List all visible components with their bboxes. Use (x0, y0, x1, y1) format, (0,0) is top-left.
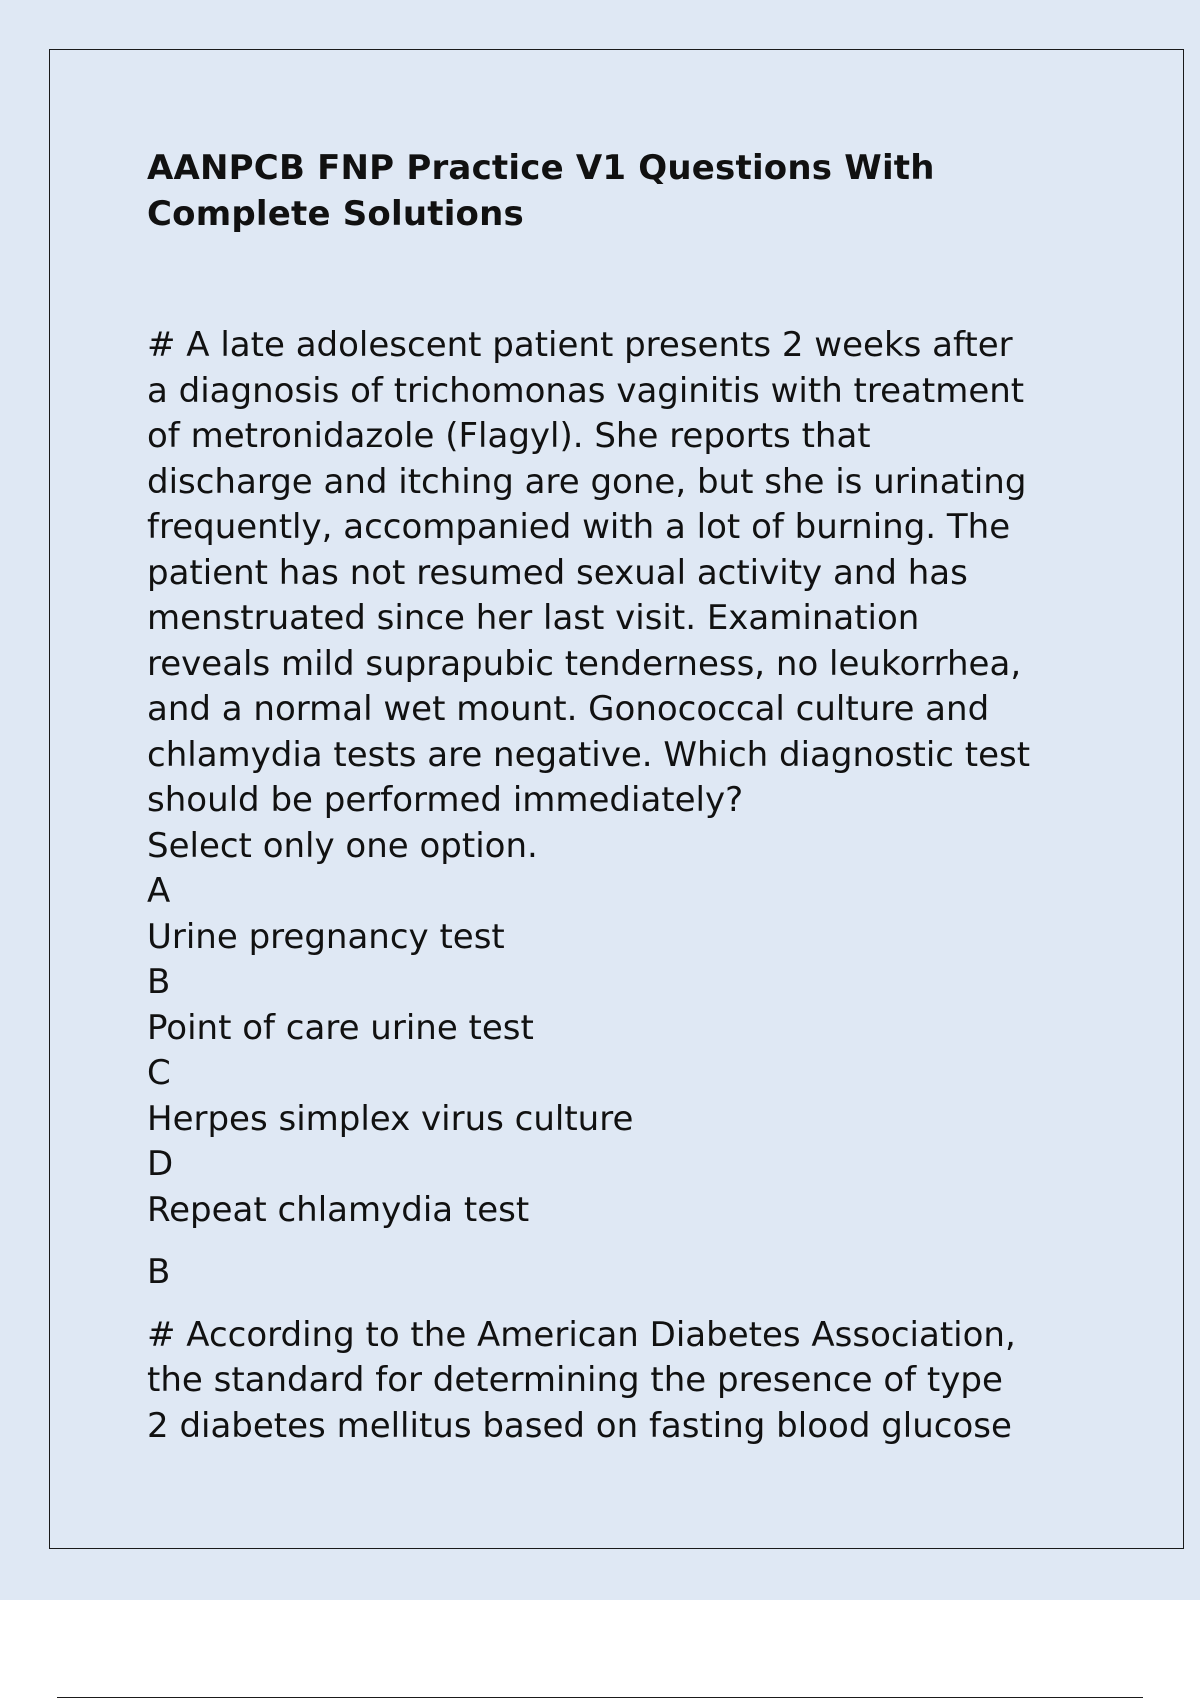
question-2-line: # According to the American Diabetes Association, (147, 1314, 1016, 1355)
option-b-letter: B (147, 962, 171, 1002)
question-1-line: of metronidazole (Flagyl). She reports that (147, 416, 871, 456)
option-a-text: Urine pregnancy test (147, 916, 505, 957)
question-1-line: chlamydia tests are negative. Which diagnostic test (147, 734, 1031, 775)
question-1-instruction: Select only one option. (147, 825, 538, 866)
document-content (147, 145, 1147, 1449)
question-1-line: and a normal wet mount. Gonococcal culture and (147, 689, 990, 729)
footer-rule (57, 1697, 1143, 1698)
title-line-2: Complete Solutions (147, 194, 524, 234)
option-c-letter: C (147, 1053, 171, 1093)
option-a-letter: A (147, 871, 171, 911)
question-1-line: patient has not resumed sexual activity and has (147, 552, 968, 593)
option-d-letter: D (147, 1144, 174, 1184)
question-2-line: 2 diabetes mellitus based on fasting blood glucose (147, 1405, 1012, 1446)
question-1 (147, 323, 1147, 1296)
document-frame (49, 49, 1184, 1549)
question-2 (147, 1313, 1147, 1450)
title-line-1: AANPCB FNP Practice V1 Questions With (147, 148, 935, 188)
question-1-line: should be performed immediately? (147, 780, 744, 820)
question-2-line: the standard for determining the presence of type (147, 1360, 1003, 1400)
option-b-text: Point of care urine test (147, 1007, 534, 1048)
document-title (147, 145, 1147, 237)
question-1-line: # A late adolescent patient presents 2 weeks after (147, 325, 1013, 365)
question-1-line: a diagnosis of trichomonas vaginitis with treatment (147, 370, 1025, 411)
question-1-line: menstruated since her last visit. Examination (147, 598, 920, 638)
question-1-line: discharge and itching are gone, but she is urinating (147, 461, 1027, 502)
question-1-answer: B (147, 1252, 171, 1292)
option-d-text: Repeat chlamydia test (147, 1189, 530, 1230)
question-1-line: reveals mild suprapubic tenderness, no leukorrhea, (147, 643, 1022, 684)
question-1-line: frequently, accompanied with a lot of burning. The (147, 507, 1011, 547)
option-c-text: Herpes simplex virus culture (147, 1098, 634, 1139)
